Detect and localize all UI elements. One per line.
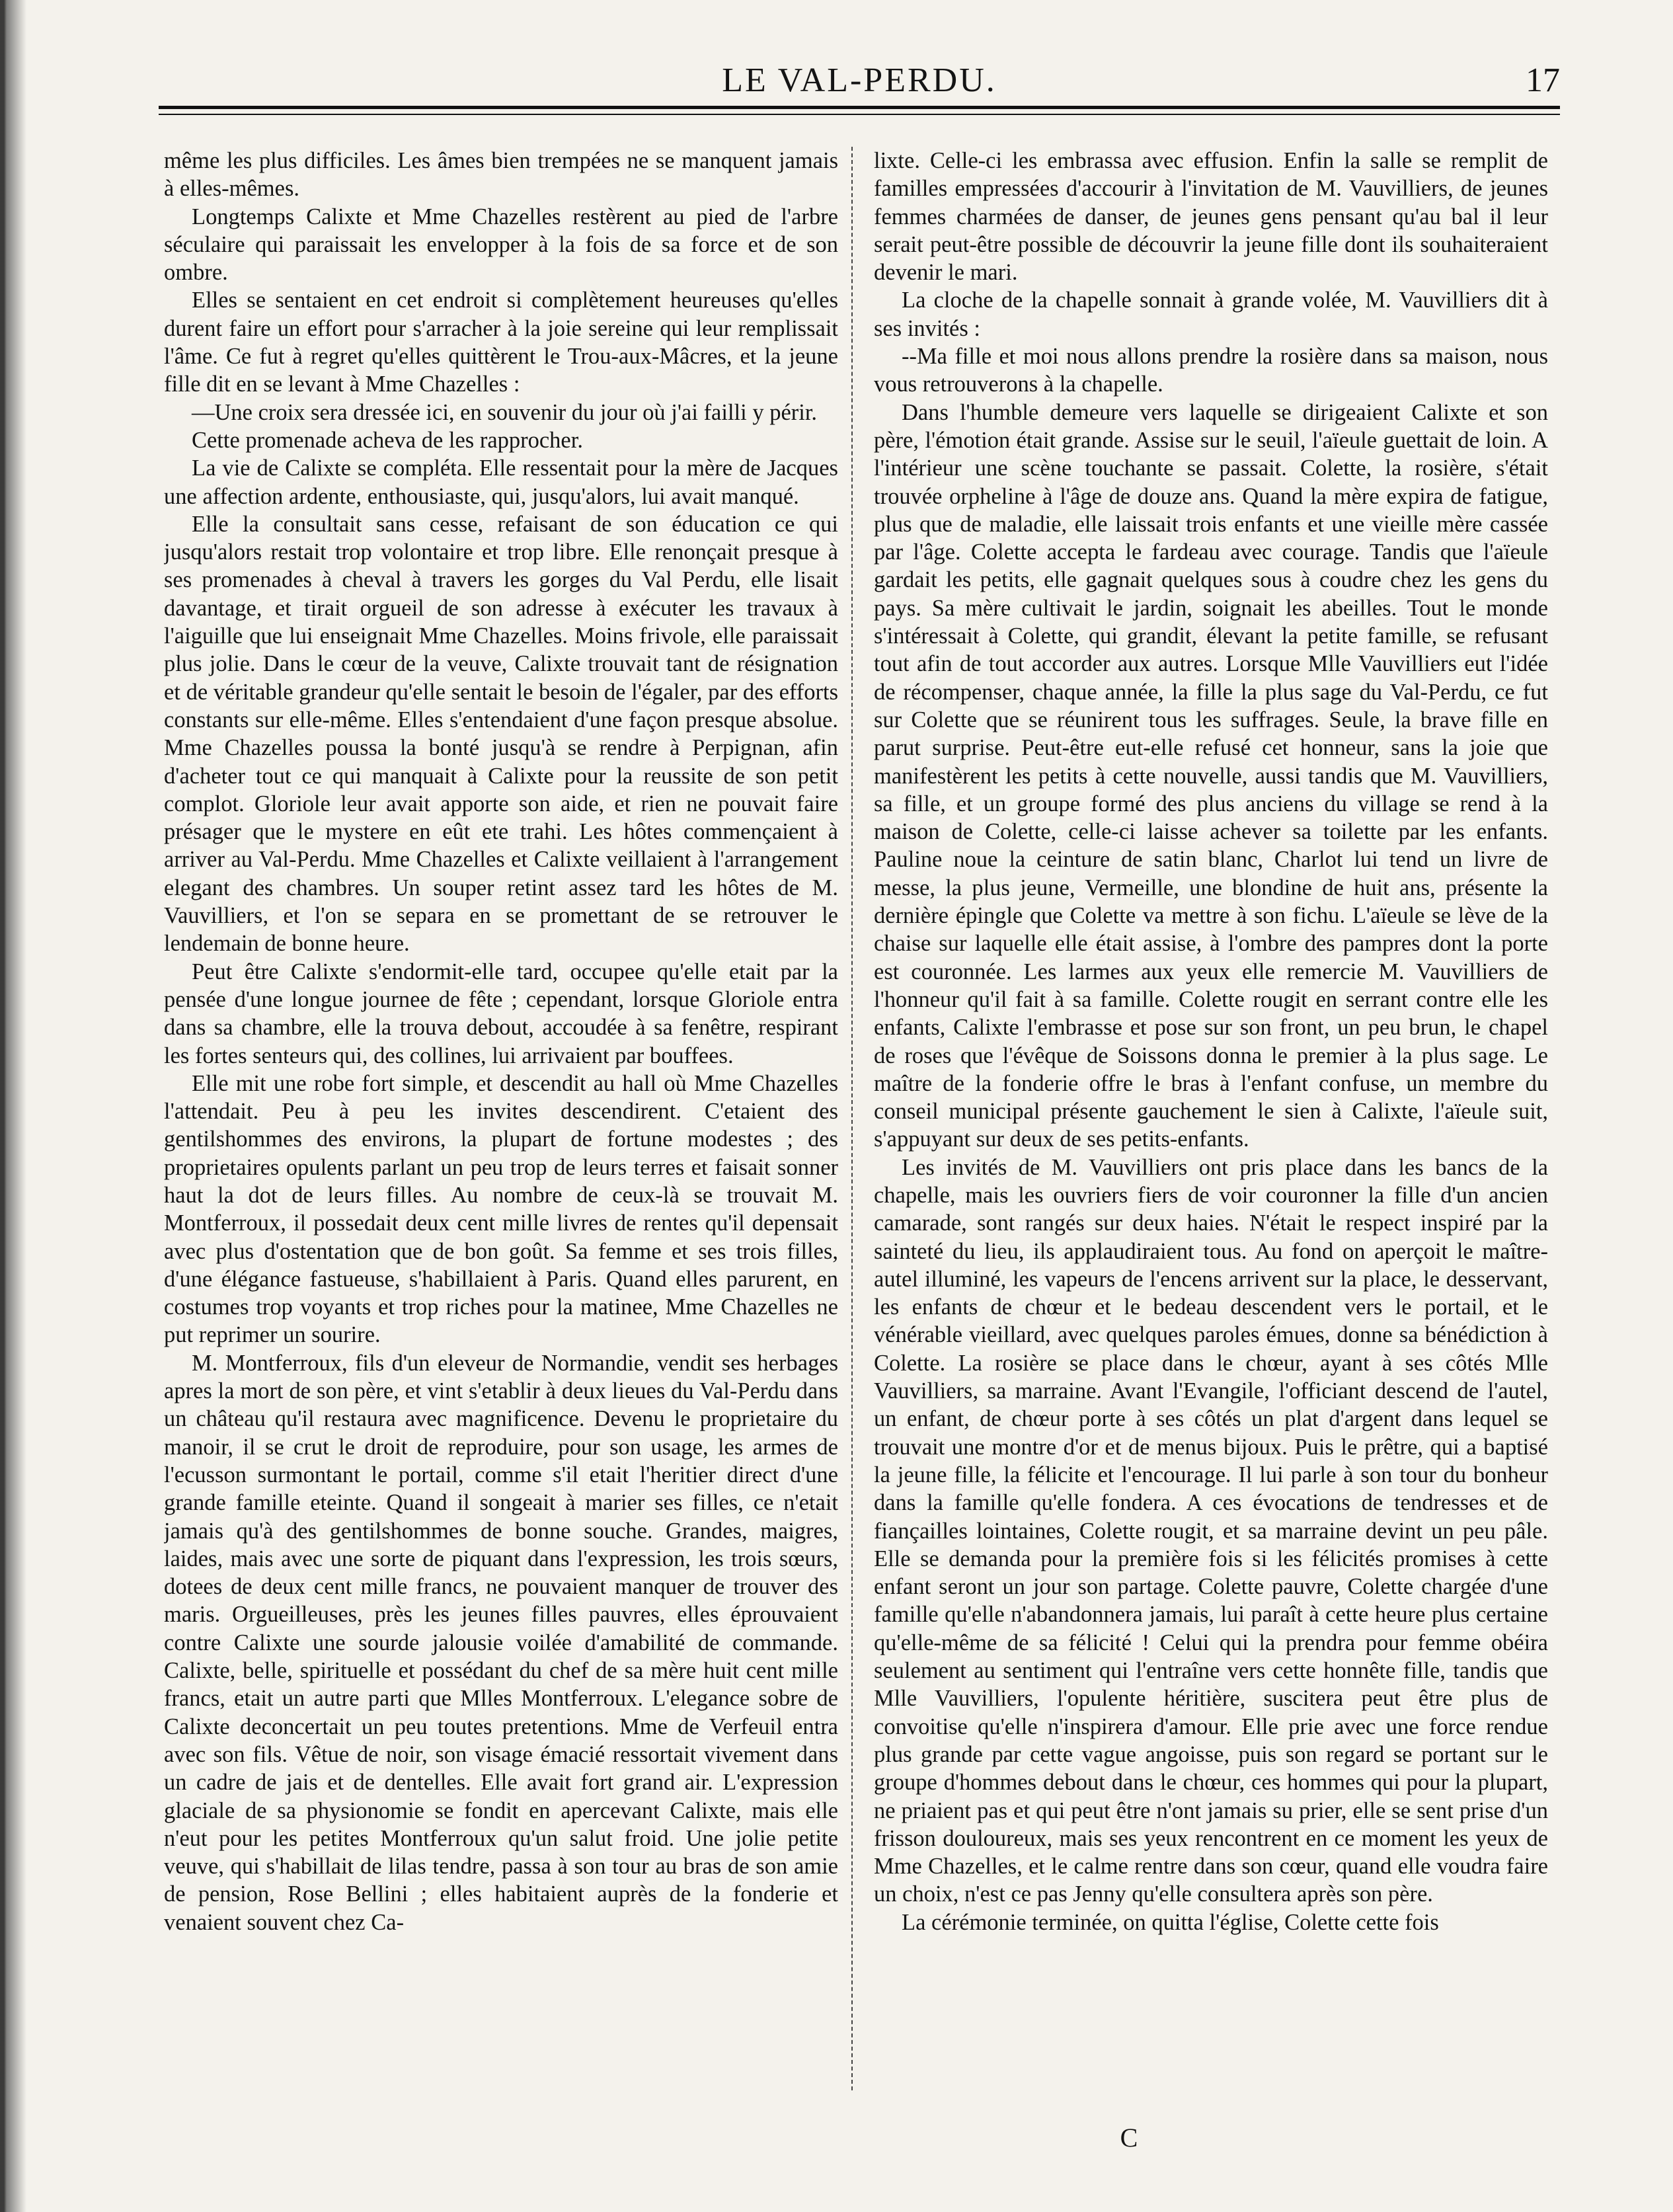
paragraph: Cette promenade acheva de les rapprocher. [192,427,583,453]
paragraph: Dans l'humble demeure vers laquelle se dirigeaient Calixte et son père, l'émotion était grande. Assise sur le seuil, l'aïeule guettait de loin. A l'intérieur une scène touchante se passait. Colette, la rosière, s'était trouvée orpheline à l'âge de douze ans. Quand la mère expira de fatigue, plus que de maladie, elle laissait trois enfants et une vieille mère cassée par l'âge. Colette accepta le fardeau avec courage. Tandis que l'aïeule gardait les petits, elle gagnait quelques sous à coudre chez les gens du pays. Sa mère cultivait le jardin, soignait les abeilles. Tout le monde s'intéressait à Colette, qui grandit, élevant la petite famille, se refusant tout afin de tout accorder aux autres. Lorsque Mlle Vauvilliers eut l'idée de récompenser, chaque année, la fille la plus sage du Val-Perdu, ce fut sur Colette que se réunirent tous les suffrages. Seule, la brave fille en parut surprise. Peut-être eut-elle refusé cet honneur, sans la joie que manifestèrent les petits à cette nouvelle, aussi tandis que M. Vauvilliers, sa fille, et un groupe formé des plus anciens du village se rend à la maison de Colette, celle-ci laisse achever sa toilette par les enfants. Pauline noue la ceinture de satin blanc, Charlot lui tend un livre de messe, la plus jeune, Vermeille, une blondine de huit ans, présente la dernière épingle que Colette va mettre à son fichu. L'aïeule se lève de la chaise sur laquelle elle était assise, à l'ombre des pampres dont la porte est couronnée. Les larmes aux yeux elle remercie M. Vauvilliers de l'honneur qu'il fait à sa famille. Colette rougit en serrant contre elle les enfants, Calixte l'embrasse et pose sur son front, un peu brun, le chapel de roses que l'évêque de Soissons donna le premier à la plus sage. Le maître de la fonderie offre le bras à l'enfant confuse, un membre du conseil municipal présente gauchement le sien à Calixte, l'aïeule suit, s'appuyant sur deux de ses petits-enfants. [874,399,1548,1152]
paragraph: Longtemps Calixte et Mme Chazelles restèrent au pied de l'arbre séculaire qui paraissait les envelopper à la fois de sa force et de son ombre. [164,204,838,286]
paragraph: --Ma fille et moi nous allons prendre la rosière dans sa maison, nous vous retrouverons à la chapelle. [874,344,1548,397]
paragraph: La cérémonie terminée, on quitta l'église, Colette cette fois [902,1909,1439,1935]
left-column [164,147,838,2090]
paragraph: La cloche de la chapelle sonnait à grande volée, M. Vauvilliers dit à ses invités : [874,288,1548,341]
paragraph: Les invités de M. Vauvilliers ont pris place dans les bancs de la chapelle, mais les ouvriers fiers de voir couronner la fille d'un ancien camarade, sont rangés sur deux haies. N'était le respect inspiré par la sainteté du lieu, ils applaudiraient tous. Au fond on aperçoit le maître-autel illuminé, les vapeurs de l'encens arrivent sur la place, le desservant, les enfants de chœur et le bedeau descendent vers le portail, et le vénérable vieillard, avec quelques paroles émues, donne sa bénédiction à Colette. La rosière se place dans le chœur, ayant à ses côtés Mlle Vauvilliers, sa marraine. Avant l'Evangile, l'officiant descend de l'autel, un enfant, de chœur porte à ses côtés un plat d'argent dans lequel se trouvait une montre d'or et de menus bijoux. Puis le prêtre, qui a baptisé la jeune fille, la félicite et l'encourage. Il lui parle à son tour du bonheur dans la famille qu'elle fondera. A ces évocations de tendresses et de fiançailles lointaines, Colette rougit, et sa marraine devint un peu pâle. Elle se demanda pour la première fois si les félicités promises à cette enfant seront un jour son partage. Colette pauvre, Colette chargée d'une famille qu'elle n'abandonnera jamais, lui paraît à cette heure plus certaine qu'elle-même de sa félicité ! Celui qui la prendra pour femme obéira seulement au sentiment qui l'entraîne vers cette honnête fille, tandis que Mlle Vauvilliers, l'opulente héritière, suscitera peut être plus de convoitise qu'elle n'inspirera d'amour. Elle prie avec une force rendue plus grande par cette vague angoisse, puis son regard se portant sur le groupe d'hommes debout dans le chœur, ces hommes qui pour la plupart, ne priaient pas et qui peut être n'ont jamais su prier, elle se sent prise d'un frisson douloureux, mais ses yeux rencontrent en ce moment les yeux de Mme Chazelles, et le calme rentre dans son cœur, quand elle voudra faire un choix, n'est ce pas Jenny qu'elle consultera après son père. [874,1154,1548,1907]
page-title: LE VAL-PERDU. [722,61,997,99]
paragraph: Peut être Calixte s'endormit-elle tard, occupee qu'elle etait par la pensée d'une longue journee de fête ; cependant, lorsque Gloriole entra dans sa chambre, elle la trouva debout, accoudée à sa fenêtre, respirant les fortes senteurs qui, des collines, lui arrivaient par bouffees. [164,959,838,1068]
paragraph: lixte. Celle-ci les embrassa avec effusion. Enfin la salle se remplit de familles empressées d'accourir à l'invitation de M. Vauvilliers, de jeunes femmes charmées de danser, de jeunes gens pensant qu'au bal il leur serait peut-être possible de découvrir la jeune fille dont ils souhaiteraient devenir le mari. [874,148,1548,286]
paragraph: Elle mit une robe fort simple, et descendit au hall où Mme Chazelles l'attendait. Peu à peu les invites descendirent. C'etaient des gentilshommes des environs, la plupart de fortune modestes ; des proprietaires opulents parlant un peu trop de leurs terres et faisait sonner haut la dot de leurs filles. Au nombre de ceux-là se trouvait M. Montferroux, il possedait deux cent mille livres de rentes qu'il depensait avec plus d'ostentation que de bon goût. Sa femme et ses trois filles, d'une élégance fastueuse, s'habillaient à Paris. Quand elles parurent, en costumes trop voyants et trop riches pour la matinee, Mme Chazelles ne put reprimer un sourire. [164,1070,838,1348]
page-header [159,61,1560,107]
paragraph: Elle la consultait sans cesse, refaisant de son éducation ce qui jusqu'alors restait trop volontaire et trop libre. Elle renonçait presque à ses promenades à cheval à travers les gorges du Val Perdu, elle lisait davantage, et tirait orgueil de son adresse à exécuter les travaux à l'aiguille que lui enseignait Mme Chazelles. Moins frivole, elle paraissait plus jolie. Dans le cœur de la veuve, Calixte trouvait tant de résignation et de véritable grandeur qu'elle sentait le besoin de l'égaler, par des efforts constants sur elle-même. Elles s'entendaient d'une façon presque absolue. Mme Chazelles poussa la bonté jusqu'à se rendre à Perpignan, afin d'acheter tout ce qui manquait à Calixte pour la reussite de son petit complot. Gloriole leur avait apporte son aide, et rien ne pouvait faire présager que le mystere en eût ete trahi. Les hôtes commençaient à arriver au Val-Perdu. Mme Chazelles et Calixte veillaient à l'arrangement elegant des chambres. Un souper retint assez tard les hôtes de M. Vauvilliers, et l'on se separa en se promettant de se retrouver le lendemain de bonne heure. [164,511,838,957]
column-divider [851,147,853,2090]
header-rule-thick [159,106,1560,109]
paragraph: Elles se sentaient en cet endroit si complètement heureuses qu'elles durent faire un effort pour s'arracher à la joie sereine qui leur remplissait l'âme. Ce fut à regret qu'elles quittèrent le Trou-aux-Mâcres, et la jeune fille dit en se levant à Mme Chazelles : [164,288,838,397]
paragraph: —Une croix sera dressée ici, en souvenir du jour où j'ai failli y périr. [192,399,818,425]
header-rule-thin [159,114,1560,115]
right-column [874,147,1548,2090]
page-number: 17 [1526,61,1560,99]
page-binding-edge [0,0,29,2212]
paragraph: même les plus difficiles. Les âmes bien trempées ne se manquent jamais à elles-mêmes. [164,148,838,202]
paragraph: La vie de Calixte se compléta. Elle ressentait pour la mère de Jacques une affection ardente, enthousiaste, qui, jusqu'alors, lui avait manqué. [164,455,838,509]
signature-mark: C [1120,2123,1138,2153]
paragraph: M. Montferroux, fils d'un eleveur de Normandie, vendit ses herbages apres la mort de son père, et vint s'etablir à deux lieues du Val-Perdu dans un château qu'il restaura avec magnificence. Devenu le proprietaire du manoir, il se crut le droit de reproduire, pour son usage, les armes de l'ecusson surmontant le portail, comme s'il etait l'heritier direct d'une grande famille eteinte. Quand il songeait à marier ses filles, ce n'etait jamais qu'à des gentilshommes de bonne souche. Grandes, maigres, laides, mais avec une sorte de piquant dans l'expression, les trois sœurs, dotees de deux cent mille francs, ne pouvaient manquer de trouver des maris. Orgueilleuses, près les jeunes filles pauvres, elles éprouvaient contre Calixte une sourde jalousie voilée d'amabilité de commande. Calixte, belle, spirituelle et possédant du chef de sa mère huit cent mille francs, etait un autre parti que Mlles Montferroux. L'elegance sobre de Calixte deconcertait un peu toutes pretentions. Mme de Verfeuil entra avec son fils. Vêtue de noir, son visage émacié ressortait vivement dans un cadre de jais et de dentelles. Elle avait fort grand air. L'expression glaciale de sa physionomie se fondit en apercevant Calixte, mais elle n'eut pour les petites Montferroux qu'un salut froid. Une jolie petite veuve, qui s'habillait de lilas tendre, passa à son tour au bras de son amie de pension, Rose Bellini ; elles habitaient auprès de la fonderie et venaient souvent chez Ca- [164,1350,838,1935]
